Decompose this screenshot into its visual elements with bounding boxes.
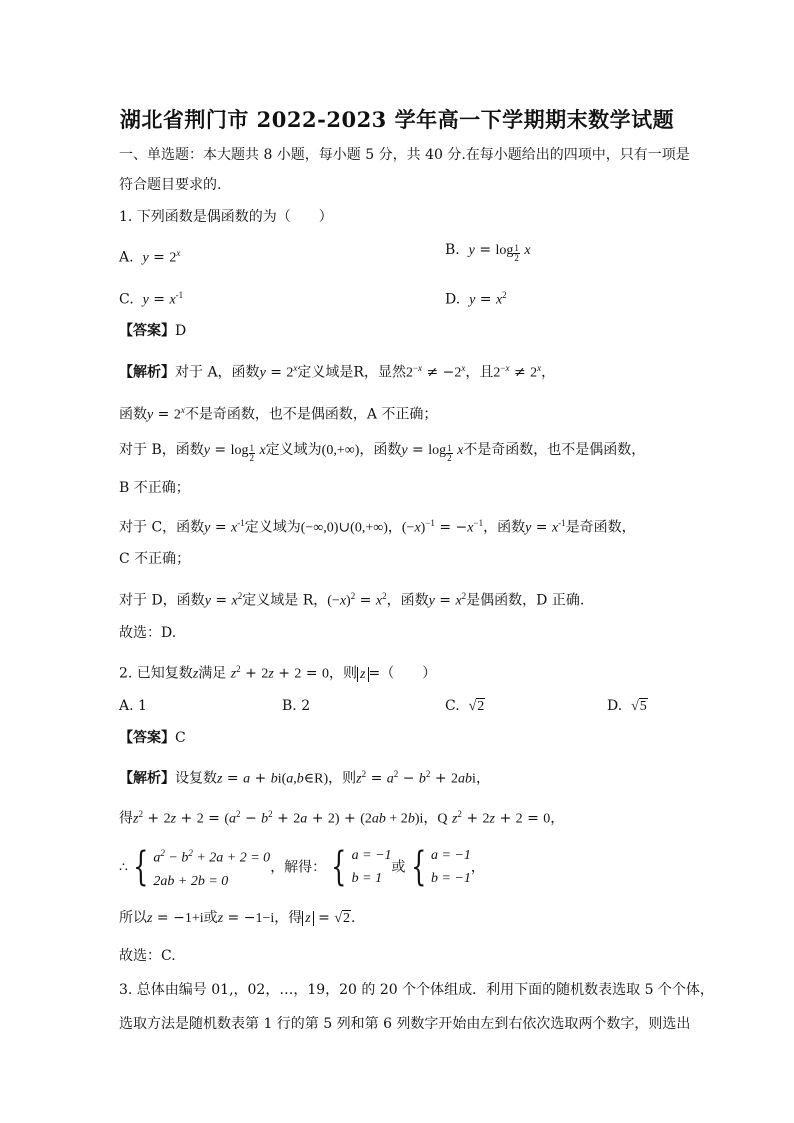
q1-analysis-line-2: 函数$y = 2^x$不是奇函数，也不是偶函数，A 不正确； <box>119 405 438 423</box>
q1-answer: 【答案】D <box>119 323 187 339</box>
q2-analysis-line-3: ∴ { $a^2 - b^2 + 2a + 2 = 0$ 2ab + 2b = 0，解得： { a = −1 b = 1或 { a = −1 b = −1， <box>119 844 485 891</box>
q1-analysis-line-6: C 不正确； <box>119 551 191 567</box>
q3-stem-line-1: 3. 总体由编号 01,，02，…，19，20 的 20 个个体组成．利用下面的随机数表选取 5 个个体， <box>119 982 714 998</box>
q2-option-d: D. √5 <box>607 698 647 714</box>
q2-analysis-line-4: 所以z = −1+i或z = −1−i，得 z = √2. <box>119 910 356 926</box>
section-heading-cont: 符合题目要求的. <box>119 177 222 193</box>
q2-analysis-line-2: 得$z^2 + 2z + 2 = (a^2 - b^2 + 2a + 2) + (2ab + 2b)i$，Q $z^2 + 2z + 2 = 0$， <box>119 809 565 827</box>
q3-stem-line-2: 选取方法是随机数表第 1 行的第 5 列和第 6 列数字开始由左到右依次选取两个数字，则选出 <box>119 1016 691 1032</box>
q2-option-c: C. √2 <box>445 698 485 714</box>
q1-conclusion: 故选：D. <box>119 625 177 641</box>
q1-analysis-line-5: 对于 C，函数$y = x^{-1}$定义域为(−∞,0)∪(0,+∞)，$(-x)^{-1} = -x^{-1}$，函数$y = x^{-1}$是奇函数， <box>119 518 636 536</box>
q2-stem: 2. 已知复数z满足 $z^2 + 2z + 2 = 0$，则 z =（ ） <box>119 664 437 682</box>
q2-answer: 【答案】C <box>119 730 186 746</box>
q1-analysis-line-7: 对于 D，函数$y = x^2$定义域是 R，$(-x)^2 = x^2$，函数$y = x^2$是偶函数，D 正确. <box>119 591 585 609</box>
q2-analysis-line-1: 【解析】设复数z = a + bi(a,b∈R)，则$z^2 = a^2 - b^2 + 2abi$， <box>119 769 490 787</box>
q1-option-d: D. $y = x^2$ <box>445 290 507 308</box>
q1-analysis-line-4: B 不正确； <box>119 480 190 496</box>
q2-conclusion: 故选：C. <box>119 948 176 964</box>
exam-title: 湖北省荆门市 2022-2023 学年高一下学期期末数学试题 <box>119 107 675 132</box>
q1-stem: 1. 下列函数是偶函数的为（ ） <box>119 209 333 225</box>
q1-analysis-line-1: 【解析】对于 A，函数$y = 2^x$定义域是R，显然$2^{-x} \ne -2^x$，且$2^{-x} \ne 2^x$， <box>119 363 556 381</box>
q1-option-c: C. $y = x^{-1}$ <box>119 290 184 308</box>
section-heading: 一、单选题：本大题共 8 小题，每小题 5 分，共 40 分.在每小题给出的四项中，只有一项是 <box>119 147 690 163</box>
q1-analysis-line-3: 对于 B，函数y = log $\frac{1}{2}$ x定义域为(0,+∞)，函数y = log $\frac{1}{2}$ x不是奇函数，也不是偶函数， <box>119 442 646 463</box>
q2-option-b: B. 2 <box>282 698 311 714</box>
q1-option-b: B. y = log $\frac{1}{2}$ x <box>445 242 531 263</box>
q1-option-a: A. $y = 2^x$ <box>119 248 181 266</box>
q2-option-a: A. 1 <box>119 698 147 714</box>
